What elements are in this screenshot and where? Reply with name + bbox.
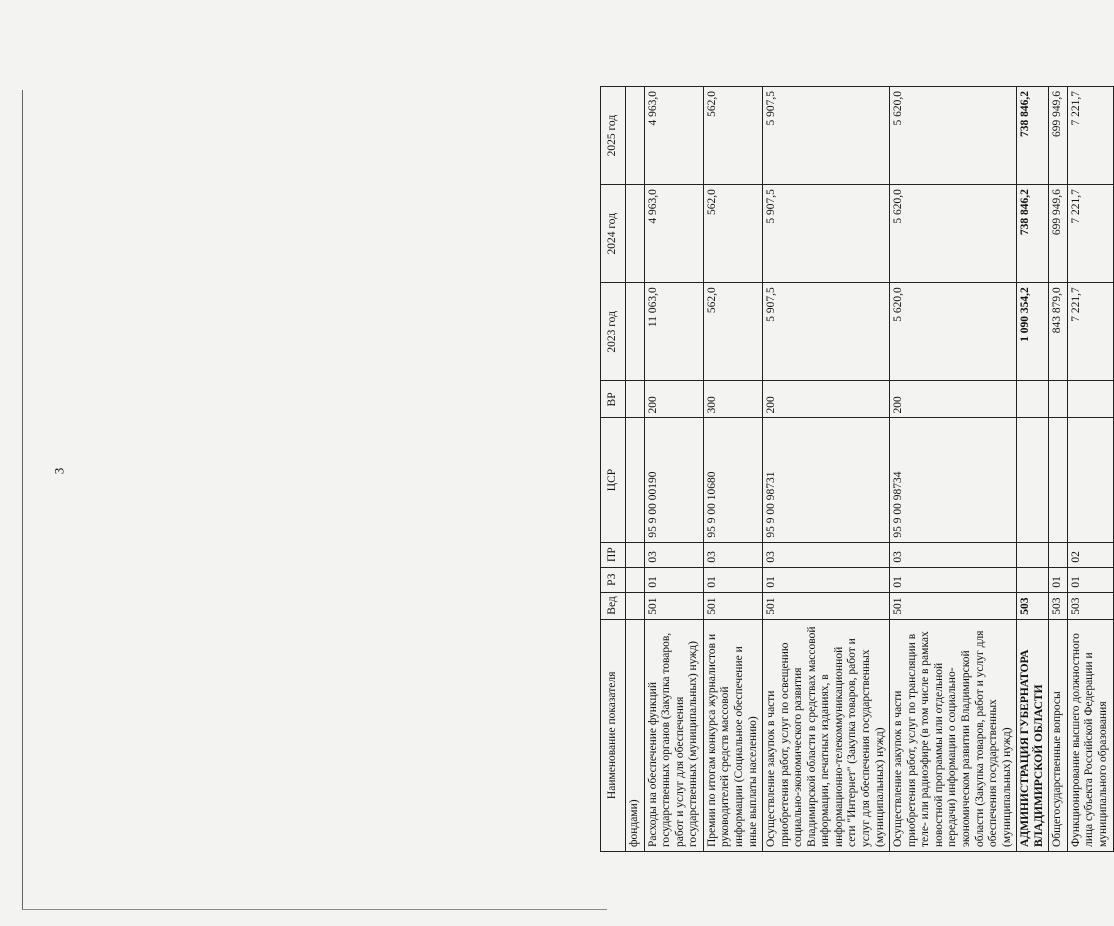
cell-vr: 200 — [890, 381, 1017, 418]
cell-2023: 1 090 354,2 — [1017, 283, 1049, 381]
cell-vr — [1017, 381, 1049, 418]
cell-2024: 7 221,7 — [1067, 185, 1113, 283]
cell-ved: 501 — [644, 592, 703, 619]
cell-2024: 5 620,0 — [890, 185, 1017, 283]
cell-vr — [1049, 381, 1068, 418]
header-rz: РЗ — [601, 567, 626, 592]
table-header-row — [601, 87, 626, 852]
cell-2024: 738 846,2 — [1017, 185, 1049, 283]
page-bottom-rule — [22, 909, 607, 910]
cell-csr — [1067, 418, 1113, 542]
cell-csr: 95 9 00 98731 — [763, 418, 890, 542]
page-number: 3 — [51, 467, 67, 475]
cell-rz: 01 — [644, 567, 703, 592]
table-row — [703, 87, 762, 852]
cell-rz: 01 — [1067, 567, 1113, 592]
cell-2023 — [626, 283, 645, 381]
cell-rz — [626, 567, 645, 592]
cell-2023: 7 221,7 — [1067, 283, 1113, 381]
cell-csr: 95 9 00 00190 — [644, 418, 703, 542]
header-name: Наименование показателя — [601, 619, 626, 851]
cell-2025: 5 907,5 — [763, 87, 890, 185]
cell-name: Общегосударственные вопросы — [1049, 619, 1068, 851]
table-row — [1049, 87, 1068, 852]
cell-2024: 699 949,6 — [1049, 185, 1068, 283]
cell-csr: 95 9 00 10680 — [703, 418, 762, 542]
cell-2024 — [626, 185, 645, 283]
table-row — [1067, 87, 1113, 852]
cell-name: фондами) — [626, 619, 645, 851]
cell-vr: 300 — [703, 381, 762, 418]
header-csr: ЦСР — [601, 418, 626, 542]
cell-ved: 501 — [890, 592, 1017, 619]
cell-name: АДМИНИСТРАЦИЯ ГУБЕРНАТОРА ВЛАДИМИРСКОЙ ОБЛАСТИ — [1017, 619, 1049, 851]
cell-csr: 95 9 00 98734 — [890, 418, 1017, 542]
cell-2023: 562,0 — [703, 283, 762, 381]
cell-vr: 200 — [763, 381, 890, 418]
cell-csr — [626, 418, 645, 542]
cell-pr — [1017, 542, 1049, 567]
header-pr: ПР — [601, 542, 626, 567]
cell-vr — [1067, 381, 1113, 418]
cell-ved: 501 — [763, 592, 890, 619]
page-left-rule — [22, 90, 23, 910]
cell-rz: 01 — [1049, 567, 1068, 592]
cell-name: Функционирование высшего должностного лица субъекта Российской Федерации и муниципального образования — [1067, 619, 1113, 851]
table-row — [626, 87, 645, 852]
table-row — [890, 87, 1017, 852]
cell-2025: 562,0 — [703, 87, 762, 185]
cell-csr — [1017, 418, 1049, 542]
header-2024: 2024 год — [601, 185, 626, 283]
cell-ved: 503 — [1049, 592, 1068, 619]
cell-rz: 01 — [763, 567, 890, 592]
cell-ved — [626, 592, 645, 619]
header-vr: ВР — [601, 381, 626, 418]
rotated-table-container — [600, 86, 1109, 852]
cell-2023: 5 620,0 — [890, 283, 1017, 381]
cell-rz — [1017, 567, 1049, 592]
cell-vr — [626, 381, 645, 418]
header-ved: Вед — [601, 592, 626, 619]
cell-pr: 02 — [1067, 542, 1113, 567]
cell-2024: 5 907,5 — [763, 185, 890, 283]
cell-pr — [626, 542, 645, 567]
table-row — [1017, 87, 1049, 852]
cell-ved: 503 — [1017, 592, 1049, 619]
cell-2025 — [626, 87, 645, 185]
cell-2025: 699 949,6 — [1049, 87, 1068, 185]
budget-table — [600, 86, 1114, 852]
cell-2023: 843 879,0 — [1049, 283, 1068, 381]
table-row — [644, 87, 703, 852]
cell-vr: 200 — [644, 381, 703, 418]
cell-2025: 5 620,0 — [890, 87, 1017, 185]
header-2025: 2025 год — [601, 87, 626, 185]
cell-ved: 503 — [1067, 592, 1113, 619]
cell-2023: 11 063,0 — [644, 283, 703, 381]
cell-name: Расходы на обеспечение функций государственных органов (Закупка товаров, работ и услуг для обеспечения государственных (муниципальных) нужд) — [644, 619, 703, 851]
cell-2025: 7 221,7 — [1067, 87, 1113, 185]
cell-csr — [1049, 418, 1068, 542]
cell-pr — [1049, 542, 1068, 567]
cell-pr: 03 — [890, 542, 1017, 567]
cell-name: Премии по итогам конкурса журналистов и руководителей средств массовой информации (Социальное обеспечение и иные выплаты населению) — [703, 619, 762, 851]
cell-ved: 501 — [703, 592, 762, 619]
cell-2025: 738 846,2 — [1017, 87, 1049, 185]
cell-rz: 01 — [890, 567, 1017, 592]
cell-2024: 562,0 — [703, 185, 762, 283]
cell-rz: 01 — [703, 567, 762, 592]
cell-pr: 03 — [644, 542, 703, 567]
cell-pr: 03 — [763, 542, 890, 567]
cell-name: Осуществление закупок в части приобретения работ, услуг по освещению социально-экономического развития Владимирской области в средствах массовой информации, печатных изданиях, в информационно-телекоммуникационной сети "Интернет" (Закупка товаров, работ и услуг для обеспечения государственных (муниципальных) нужд) — [763, 619, 890, 851]
cell-2023: 5 907,5 — [763, 283, 890, 381]
cell-name: Осуществление закупок в части приобретения работ, услуг по трансляции в теле- или радиоэфире (в том числе в рамках новостной программы или отдельной передачи) информации о социально-экономическом развитии Владимирской области (Закупка товаров, работ и услуг для обеспечения государственных (муниципальных) нужд) — [890, 619, 1017, 851]
cell-pr: 03 — [703, 542, 762, 567]
table-row — [763, 87, 890, 852]
header-2023: 2023 год — [601, 283, 626, 381]
cell-2025: 4 963,0 — [644, 87, 703, 185]
cell-2024: 4 963,0 — [644, 185, 703, 283]
